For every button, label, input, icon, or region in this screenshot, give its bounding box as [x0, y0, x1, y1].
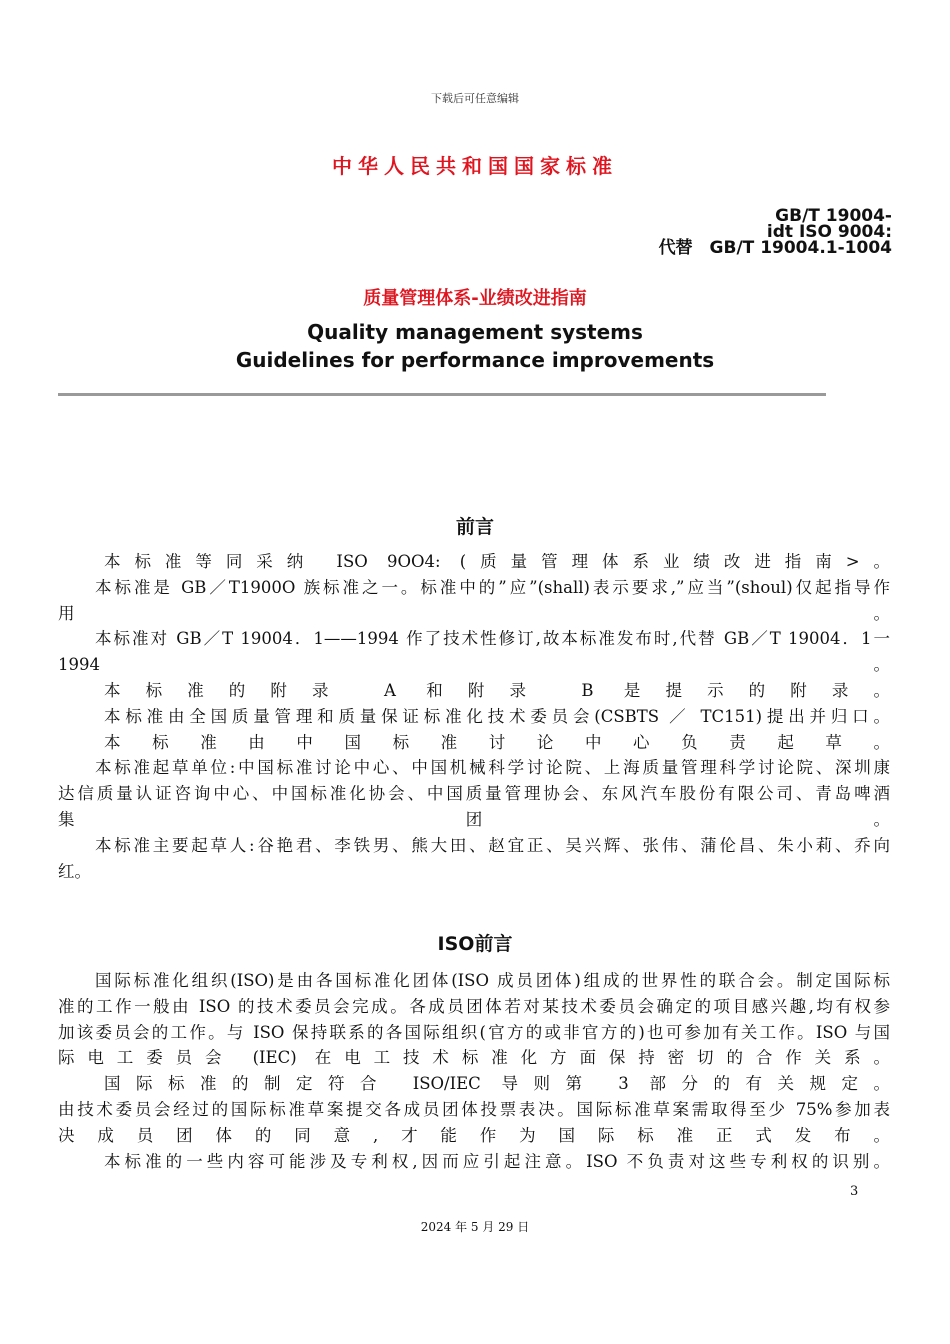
- preface-line: 本标准起草单位:中国标准讨论中心、中国机械科学讨论院、上海质量管理科学讨论院、深圳康: [95, 758, 890, 778]
- preface-heading: 前言: [455, 516, 494, 538]
- preface-body: [58, 549, 890, 884]
- preface-line: 红。: [58, 861, 91, 881]
- iso-preface-heading: ISO前言: [437, 933, 513, 955]
- preface-line: 本标准由中国标准讨论中心负责起草。: [104, 732, 890, 752]
- page-number: 3: [850, 1184, 859, 1199]
- iso-preface-line: 国际标准的制定符合 ISO/IEC 导则第 3 部分的有关规定。: [104, 1074, 890, 1094]
- english-title-line-1: Quality management systems: [307, 320, 643, 344]
- preface-line: 本标准主要起草人:谷艳君、李铁男、熊大田、赵宜正、吴兴辉、张伟、蒲伦昌、朱小莉、乔向: [95, 835, 890, 855]
- iso-preface-line: 本标准的一些内容可能涉及专利权,因而应引起注意。ISO 不负责对这些专利权的识别。: [104, 1151, 890, 1171]
- preface-line: 用。: [58, 603, 890, 623]
- iso-preface-body: [58, 968, 890, 1174]
- standard-code-1: GB/T 19004-: [775, 206, 892, 226]
- english-title: [0, 318, 950, 374]
- iso-preface-line: 由技术委员会经过的国际标准草案提交各成员团体投票表决。国际标准草案需取得至少 75%参加表: [58, 1099, 890, 1119]
- header-note: 下载后可任意编辑: [431, 92, 519, 105]
- preface-line: 本标准由全国质量管理和质量保证标准化技术委员会(CSBTS ／ TC151)提出并归口。: [104, 706, 890, 726]
- iso-preface-line: 准的工作一般由 ISO 的技术委员会完成。各成员团体若对某技术委员会确定的项目感兴趣,均有权参: [58, 996, 890, 1016]
- english-title-line-2: Guidelines for performance improvements: [235, 348, 715, 372]
- standard-code-2: idt ISO 9004:: [766, 222, 892, 242]
- iso-preface-line: 决成员团体的同意,才能作为国际标准正式发布。: [58, 1125, 890, 1145]
- preface-line: 集团。: [58, 809, 890, 829]
- preface-line: 本标准对 GB／T 19004．1——1994 作了技术性修订,故本标准发布时,代替 GB／T 19004．1一: [95, 629, 890, 649]
- title-divider: [58, 393, 826, 396]
- preface-line: 本标准的附录 A 和附录 B 是提示的附录。: [104, 680, 890, 700]
- preface-line: 达信质量认证咨询中心、中国标准化协会、中国质量管理协会、东风汽车股份有限公司、青岛啤酒: [58, 784, 890, 804]
- standard-code-3: 代替 GB/T 19004.1-1004: [658, 238, 892, 258]
- standard-title: 中华人民共和国国家标准: [332, 154, 618, 178]
- standard-codes: [659, 208, 892, 256]
- iso-preface-line: 国际标准化组织(ISO)是由各国标准化团体(ISO 成员团体)组成的世界性的联合会。制定国际标: [95, 971, 890, 990]
- iso-preface-line: 际电工委员会 (IEC) 在电工技术标准化方面保持密切的合作关系。: [58, 1048, 890, 1068]
- iso-preface-line: 加该委员会的工作。与 ISO 保持联系的各国际组织(官方的或非官方的)也可参加有关工作。ISO 与国: [58, 1022, 890, 1042]
- preface-line: 本标准是 GB／T1900O 族标准之一。标准中的”应”(shall)表示要求,”应当”(shoul)仅起指导作: [95, 577, 890, 597]
- footer-date: 2024 年 5 月 29 日: [420, 1220, 530, 1234]
- preface-line: 本标准等同采纳 ISO 9OO4: (质量管理体系业绩改进指南>。: [104, 552, 890, 571]
- preface-line: 1994 。: [58, 655, 890, 675]
- chinese-title: 质量管理体系-业绩改进指南: [363, 288, 587, 309]
